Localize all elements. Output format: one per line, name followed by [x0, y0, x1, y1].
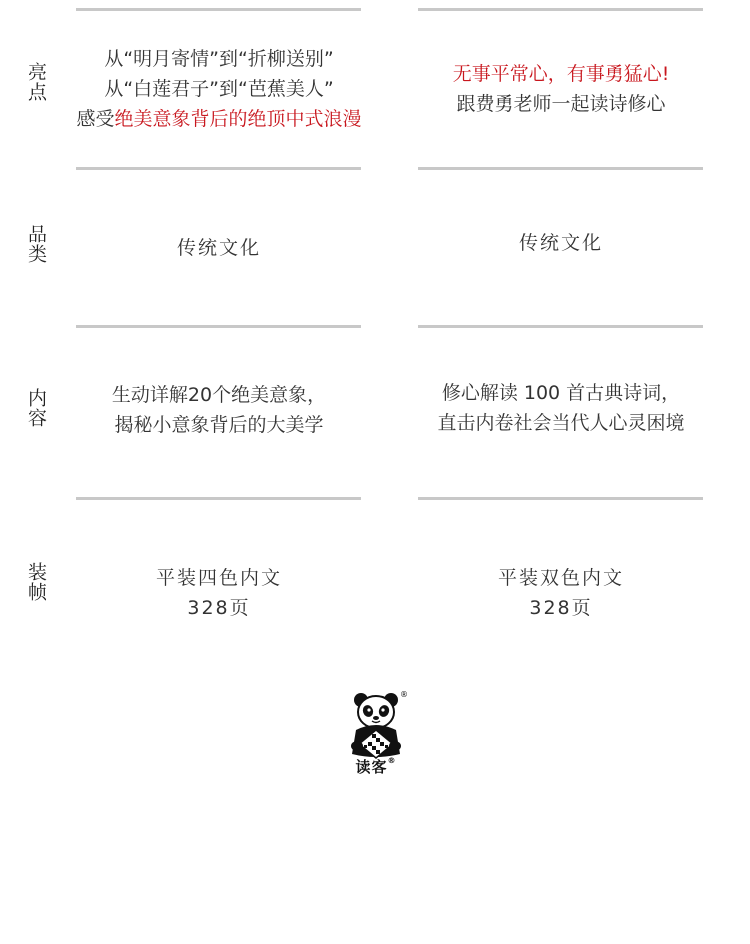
category-left: 传统文化 [176, 237, 261, 259]
highlights-right-line1: 无事平常心，有事勇猛心! [452, 63, 670, 85]
row-label-binding: 装帧 [25, 562, 47, 602]
content-right-line1: 修心解读 100 首古典诗词， [441, 382, 681, 404]
highlights-left-line1: 从“明月寄情”到“折柳送别” [104, 48, 334, 70]
divider [76, 8, 361, 11]
divider [76, 497, 361, 500]
divider [76, 325, 361, 328]
content-right-line2: 直击内卷社会当代人心灵困境 [437, 412, 685, 434]
highlights-right [380, 59, 742, 119]
highlights-left-line3-highlight: 绝美意象背后的绝顶中式浪漫 [114, 108, 362, 130]
row-label-content: 内容 [25, 388, 47, 428]
divider [418, 325, 703, 328]
divider [76, 167, 361, 170]
logo-wordmark: 读客 [355, 758, 388, 776]
content-left-line1: 生动详解20个绝美意象， [111, 384, 327, 406]
highlights-left-line3-prefix: 感受 [76, 108, 115, 130]
binding-right-line1: 平装双色内文 [497, 567, 624, 589]
content-left-line2: 揭秘小意象背后的大美学 [114, 414, 324, 436]
binding-left-line2: 328页 [187, 597, 251, 619]
registered-mark: ® [387, 756, 397, 765]
divider [418, 497, 703, 500]
logo-text [345, 756, 407, 777]
category-right: 传统文化 [518, 232, 603, 254]
row-label-category: 品类 [25, 224, 47, 264]
highlights-left-line3 [40, 104, 398, 134]
divider [418, 167, 703, 170]
binding-left-line1: 平装四色内文 [155, 567, 282, 589]
highlights-left-line2: 从“白莲君子”到“芭蕉美人” [104, 78, 334, 100]
binding-right-line2: 328页 [529, 597, 593, 619]
panda-icon [345, 690, 411, 760]
content-left [40, 380, 398, 440]
highlights-left [40, 44, 398, 134]
registered-mark: ® [400, 690, 408, 699]
binding-left [40, 563, 398, 623]
binding-right [380, 563, 742, 623]
row-label-highlights: 亮点 [25, 62, 47, 102]
divider [418, 8, 703, 11]
highlights-right-line2: 跟费勇老师一起读诗修心 [456, 93, 666, 115]
content-right [380, 378, 742, 438]
